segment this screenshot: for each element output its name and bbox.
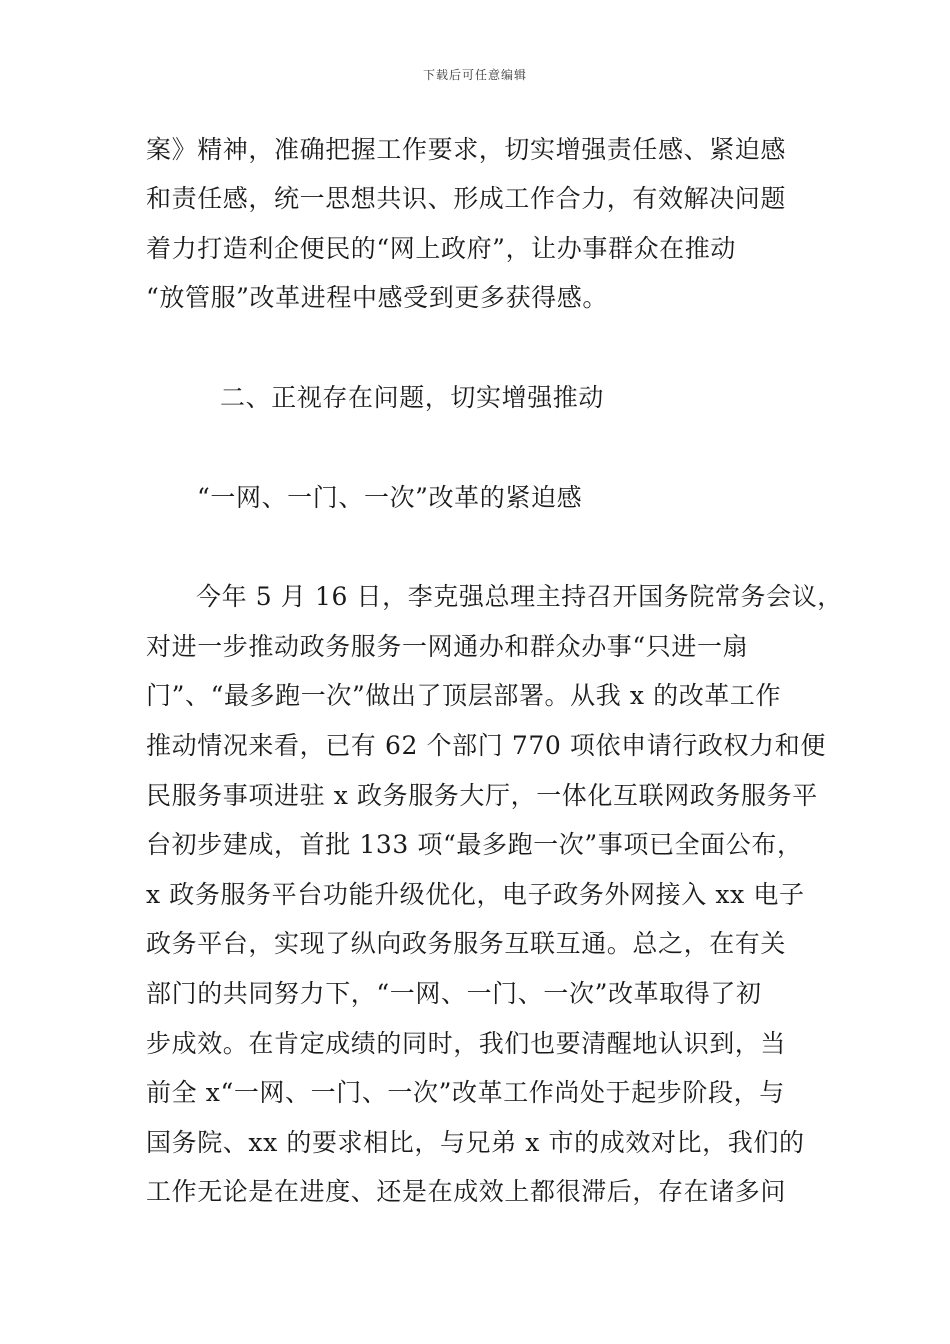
paragraph-2-line-11: 前全 x“一网、一门、一次”改革工作尚处于起步阶段，与 <box>146 1078 785 1107</box>
paragraph-2-line-5: 民服务事项进驻 x 政务服务大厅，一体化互联网政务服务平 <box>146 781 818 810</box>
paragraph-1-line-2: 和责任感，统一思想共识、形成工作合力，有效解决问题 <box>146 184 787 213</box>
paragraph-1-line-3: 着力打造利企便民的“网上政府”，让办事群众在推动 <box>146 234 736 263</box>
paragraph-2-line-7: x 政务服务平台功能升级优化，电子政务外网接入 xx 电子 <box>146 880 805 909</box>
paragraph-2-line-8: 政务平台，实现了纵向政务服务互联互通。总之，在有关 <box>146 929 787 958</box>
paragraph-2-line-3: 门”、“最多跑一次”做出了顶层部署。从我 x 的改革工作 <box>146 681 782 710</box>
paragraph-1-line-1: 案》精神，准确把握工作要求，切实增强责任感、紧迫感 <box>146 135 787 164</box>
paragraph-2-line-13: 工作无论是在进度、还是在成效上都很滞后，存在诸多问 <box>146 1177 787 1206</box>
paragraph-2-line-2: 对进一步推动政务服务一网通办和群众办事“只进一扇 <box>146 632 749 661</box>
paragraph-2-line-12: 国务院、xx 的要求相比，与兄弟 x 市的成效对比，我们的 <box>146 1128 805 1157</box>
paragraph-2-line-1: 今年 5 月 16 日，李克强总理主持召开国务院常务会议， <box>196 582 843 611</box>
paragraph-1-line-4: “放管服”改革进程中感受到更多获得感。 <box>146 283 608 312</box>
section-heading-line-1: 二、正视存在问题，切实增强推动 <box>220 383 605 412</box>
paragraph-2-line-9: 部门的共同努力下，“一网、一门、一次”改革取得了初 <box>146 979 762 1008</box>
paragraph-2-line-10: 步成效。在肯定成绩的同时，我们也要清醒地认识到，当 <box>146 1029 787 1058</box>
paragraph-2-line-6: 台初步建成，首批 133 项“最多跑一次”事项已全面公布， <box>146 830 803 859</box>
page-header: 下载后可任意编辑 <box>422 68 527 82</box>
paragraph-2-line-4: 推动情况来看，已有 62 个部门 770 项依申请行政权力和便 <box>146 731 826 760</box>
section-heading-line-2: “一网、一门、一次”改革的紧迫感 <box>197 483 583 512</box>
